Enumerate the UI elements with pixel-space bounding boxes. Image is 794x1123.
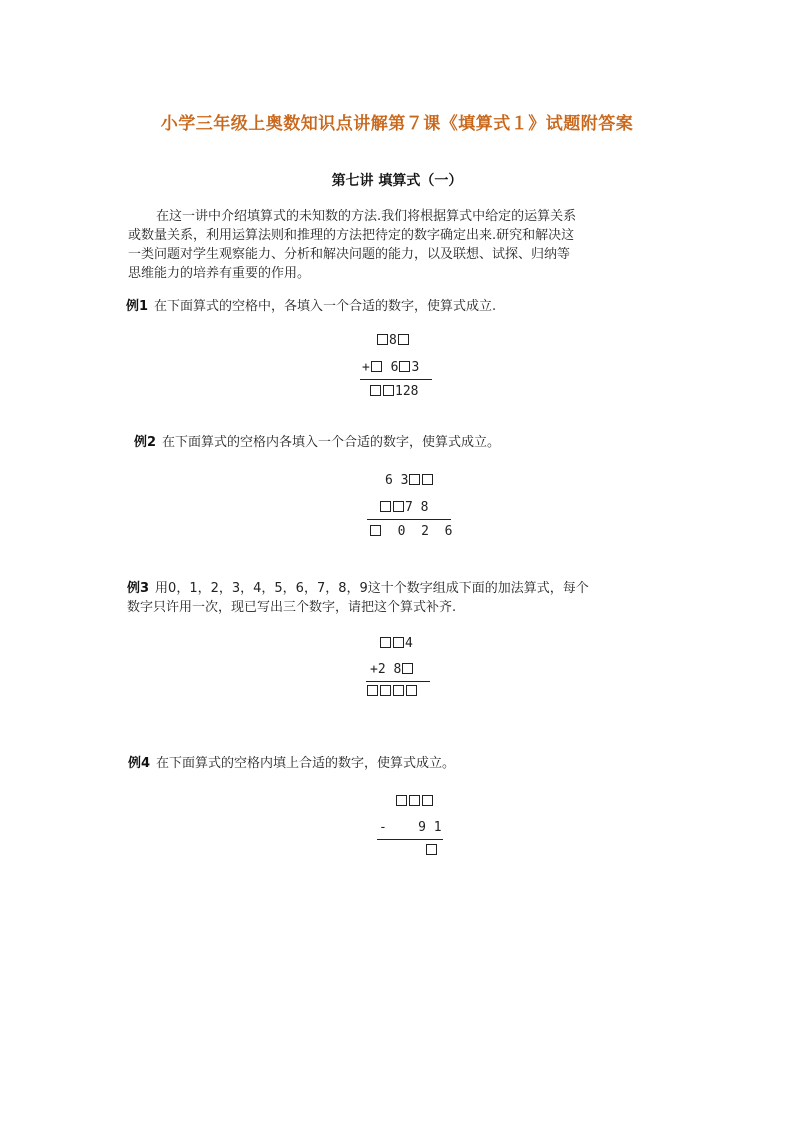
sum-line (360, 379, 432, 380)
digit: 6 3 (385, 473, 409, 488)
example-3-prompt (127, 579, 667, 617)
example-text: 用0，1，2，3，4，5，6，7，8，9这十个数字组成下面的加法算式，每个 (155, 581, 589, 596)
digit: 3 (411, 360, 420, 375)
example-label: 例4 (128, 756, 151, 771)
sum-line (366, 681, 430, 682)
intro-paragraph (128, 207, 668, 283)
example-label: 例3 (127, 581, 150, 596)
blank-box (398, 334, 409, 345)
operator: + (370, 662, 378, 677)
blank-box (383, 385, 394, 396)
blank-box (380, 685, 391, 696)
example-text: 在下面算式的空格内各填入一个合适的数字，使算式成立。 (162, 435, 501, 450)
digit: 128 (395, 384, 419, 399)
digit: 4 (405, 636, 413, 651)
example-text: 数字只许用一次，现已写出三个数字，请把这个算式补齐. (127, 600, 457, 615)
example-label: 例2 (134, 435, 157, 450)
blank-box (422, 474, 433, 485)
example-1-prompt (126, 297, 666, 316)
lecture-heading: 第七讲 填算式（一） (331, 173, 463, 189)
document-title: 小学三年级上奥数知识点讲解第７课《填算式１》试题附答案 (160, 114, 634, 134)
blank-box (409, 795, 420, 806)
sum-line (367, 519, 451, 520)
example-1-equation (350, 333, 450, 403)
intro-line: 或数量关系，利用运算法则和推理的方法把待定的数字确定出来.研究和解决这 (128, 228, 575, 243)
blank-box (402, 663, 413, 674)
blank-box (370, 525, 381, 536)
example-text: 在下面算式的空格内填上合适的数字，使算式成立。 (156, 756, 456, 771)
digit: 2 8 (377, 662, 402, 677)
operator: - (379, 820, 387, 835)
blank-box (426, 844, 437, 855)
digit: 8 (389, 333, 397, 348)
blank-box (367, 685, 378, 696)
intro-line: 在这一讲中介绍填算式的未知数的方法.我们将根据算式中给定的运算关系 (156, 209, 577, 224)
blank-box (396, 795, 407, 806)
example-4-equation (375, 794, 475, 864)
blank-box (422, 795, 433, 806)
example-label: 例1 (126, 299, 149, 314)
blank-box (393, 501, 404, 512)
example-4-prompt (128, 754, 668, 773)
example-2-equation (365, 473, 465, 543)
blank-box (393, 637, 404, 648)
blank-box (380, 501, 391, 512)
digit: 6 (390, 360, 399, 375)
digit: 7 8 (405, 500, 429, 515)
blank-box (409, 474, 420, 485)
blank-box (370, 385, 381, 396)
blank-box (380, 637, 391, 648)
blank-box (399, 361, 410, 372)
digit: 0 2 6 (397, 524, 453, 539)
intro-line: 一类问题对学生观察能力、分析和解决问题的能力，以及联想、试探、归纳等 (128, 247, 571, 262)
example-3-equation (360, 636, 460, 706)
example-2-prompt (134, 433, 674, 452)
blank-box (377, 334, 388, 345)
blank-box (406, 685, 417, 696)
operator: + (362, 360, 370, 375)
digit: 9 1 (418, 820, 442, 835)
difference-line (377, 839, 443, 840)
intro-line: 思维能力的培养有重要的作用。 (128, 266, 311, 281)
example-text: 在下面算式的空格中，各填入一个合适的数字，使算式成立. (154, 299, 497, 314)
blank-box (393, 685, 404, 696)
blank-box (371, 361, 382, 372)
